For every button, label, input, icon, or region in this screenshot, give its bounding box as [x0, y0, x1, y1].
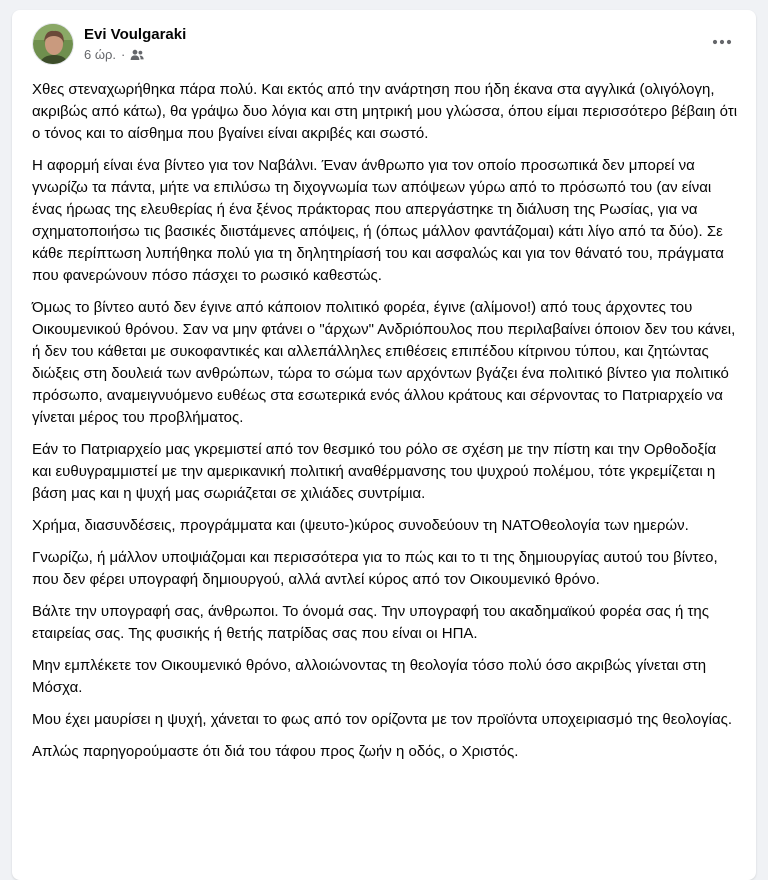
post-paragraph: Εάν το Πατριαρχείο μας γκρεμιστεί από τον θεσμικό του ρόλο σε σχέση με την πίστη και την Ορθοδοξία και ευθυγραμμιστεί με την αμερικανική πολιτική αναθέρμανσης του ψυχρού πολέμου, τότε γκρεμίζεται η βάση μας και η ψυχή μας σωριάζεται σε χιλιάδες συντρίμια. — [32, 441, 717, 502]
post-paragraph: Μην εμπλέκετε τον Οικουμενικό θρόνο, αλλοιώνοντας τη θεολογία τόσο πολύ όσο ακριβώς γίνεται στη Μόσχα. — [32, 657, 707, 696]
post-time[interactable]: 6 ώρ. — [84, 47, 116, 62]
avatar[interactable] — [32, 23, 74, 65]
post-card — [12, 10, 756, 880]
friends-icon[interactable] — [130, 49, 144, 61]
avatar-image — [33, 24, 74, 65]
separator-dot: · — [121, 47, 126, 62]
post-paragraph: Γνωρίζω, ή μάλλον υποψιάζομαι και περισσότερα για το πώς και το τι της δημιουργίας αυτού του βίντεο, που δεν φέρει υπογραφή δημιουργού, αλλά αντλεί κύρος από τον Οικουμενικό θρόνο. — [32, 549, 718, 588]
post-body — [32, 79, 738, 773]
post-paragraph: Η αφορμή είναι ένα βίντεο για τον Ναβάλνι. Έναν άνθρωπο για τον οποίο προσωπικά δεν μπορεί να γνωρίζω τα πάντα, μήτε να επιλύσω τη διχογνωμία των απόψεων γύρω από το πρόσωπό του (αν είναι ένας ήρωας της ελευθερίας ή ένα ξένος πράκτορας που απεργάστηκε τη διάλυση της Ρωσίας, για να σχηματοποιήσω τις βασικές διιστάμενες απόψεις, ή (όπως μάλλον φαντάζομαι) κάτι λίγο από τα δύο). Σε κάθε περίπτωση λυπήθηκα πολύ για τη δηλητηρίασή του και ασφαλώς και για τον θάνατό του, πράγματα που φανερώνουν πόσο πάσχει το ρωσικό καθεστώς. — [32, 157, 724, 284]
post-header — [32, 22, 186, 66]
post-meta — [84, 46, 186, 63]
post-paragraph: Χθες στεναχωρήθηκα πάρα πολύ. Και εκτός από την ανάρτηση που ήδη έκανα στα αγγλικά (ολιγόλογη, ακριβώς από κάτω), θα γράψω δυο λόγια και στη μητρική μου γλώσσα, όπου είμαι περισσότερο βέβαιη ότι ο τόνος και το αίσθημα που βγαίνει είναι ακριβές και σωστό. — [32, 81, 738, 142]
more-options-button[interactable] — [708, 32, 736, 52]
post-paragraph: Απλώς παρηγορούμαστε ότι διά του τάφου προς ζωήν η οδός, ο Χριστός. — [32, 743, 519, 760]
post-paragraph: Βάλτε την υπογραφή σας, άνθρωποι. Το όνομά σας. Την υπογραφή του ακαδημαϊκού φορέα σας ή της εταιρείας σας. Της φυσικής ή θετής πατρίδας σας που είναι οι ΗΠΑ. — [32, 603, 709, 642]
author-name[interactable]: Evi Voulgaraki — [84, 26, 187, 43]
post-paragraph: Όμως το βίντεο αυτό δεν έγινε από κάποιον πολιτικό φορέα, έγινε (αλίμονο!) από τους άρχοντες του Οικουμενικού θρόνου. Σαν να μην φτάνει ο "άρχων" Ανδριόπουλος που περιλαβαίνει όποιον δεν του κάνει, ή δεν του κάθεται με συκοφαντικές και αλλεπάλληλες επιθέσεις επιπέδου κίτρινου τύπου, και ζητώντας διώξεις στη δουλειά των ανθρώπων, τώρα το σώμα των αρχόντων βγάζει ένα πολιτικό βίντεο για πολιτικό πρόσωπο, αναμειγνυόμενο ευθέως στα εσωτερικά ενός άλλου κράτους και σέρνοντας το Πατριαρχείο να γίνεται μέρος του προβλήματος. — [32, 299, 736, 426]
post-paragraph: Χρήμα, διασυνδέσεις, προγράμματα και (ψευτο-)κύρος συνοδεύουν τη NATOθεολογία των ημερών. — [32, 517, 689, 534]
post-paragraph: Μου έχει μαυρίσει η ψυχή, χάνεται το φως από τον ορίζοντα με τον προϊόντα υποχειριασμό της θεολογίας. — [32, 711, 733, 728]
more-icon — [712, 39, 732, 45]
